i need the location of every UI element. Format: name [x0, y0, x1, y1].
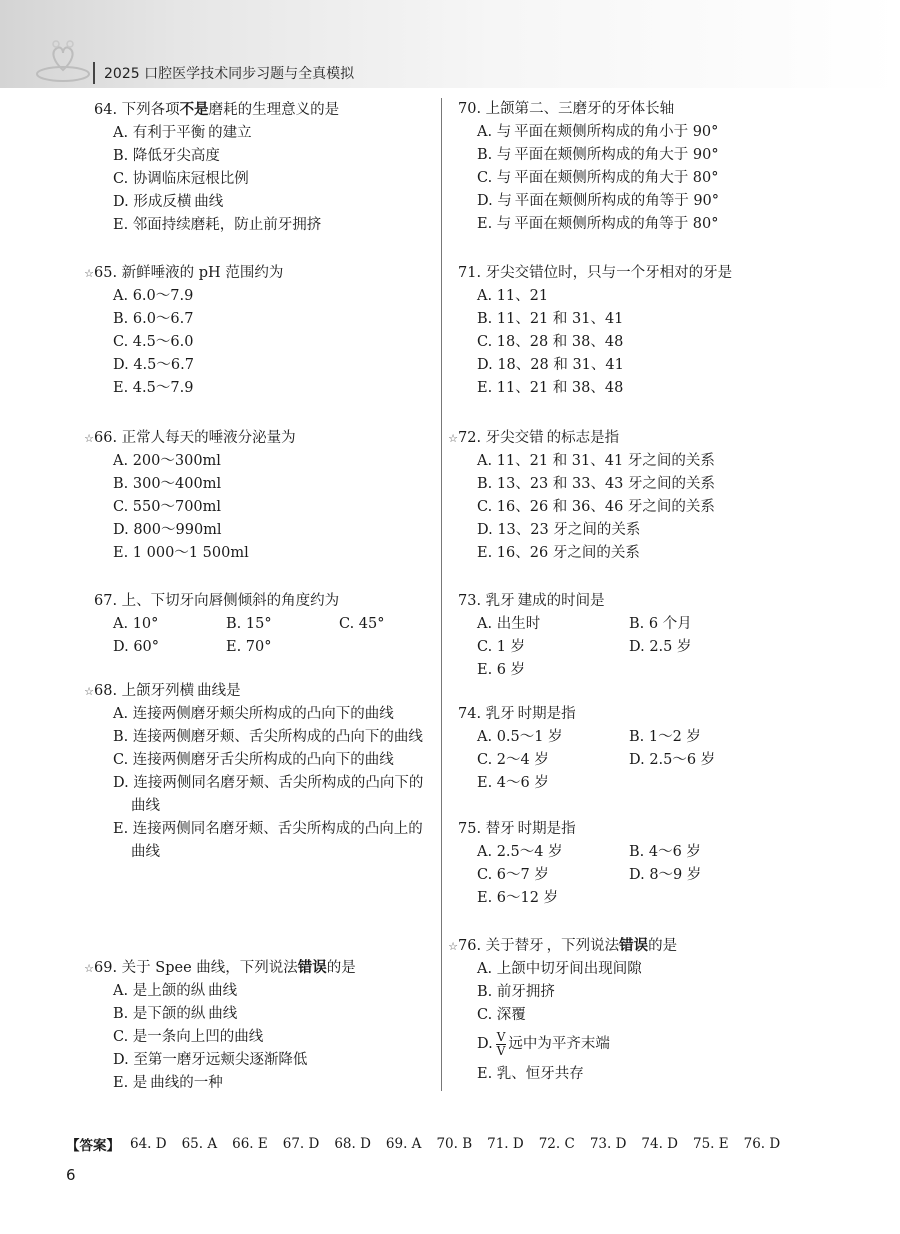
- option-a: A. 10°: [113, 616, 159, 632]
- option-a: A. 出生时: [477, 616, 541, 632]
- option-b: B. 300～400ml: [113, 476, 222, 492]
- option-d: D. 2.5～6 岁: [629, 752, 716, 768]
- option-e: E. 邻面持续磨耗，防止前牙拥挤: [113, 217, 322, 233]
- options-row: [477, 749, 715, 772]
- answer-item: 73. D: [589, 1136, 627, 1152]
- answer-item: 71. D: [487, 1136, 524, 1152]
- option-e: E. 1 000～1 500ml: [113, 545, 249, 561]
- star-icon: ☆: [84, 685, 94, 698]
- options-row: [477, 659, 692, 682]
- options-row: [477, 887, 701, 910]
- option-a: A. 200～300ml: [113, 453, 221, 469]
- question-76-title: ☆76. 关于替牙 ，下列说法错误的是: [458, 934, 677, 958]
- star-icon: ☆: [448, 432, 458, 445]
- answer-item: 69. A: [385, 1136, 422, 1152]
- options-row: [477, 772, 715, 795]
- question-75-title: 75. 替牙 时期是指: [458, 821, 576, 837]
- option-d: D. 4.5～6.7: [113, 357, 194, 373]
- question-70: [458, 98, 719, 236]
- answer-item: 70. B: [436, 1136, 473, 1152]
- question-75: [458, 818, 701, 910]
- option-d: D. 800～990ml: [113, 522, 222, 538]
- question-71: [458, 262, 732, 400]
- answer-item: 74. D: [641, 1136, 678, 1152]
- answer-item: 76. D: [743, 1136, 781, 1152]
- option-b: B. 11、21 和 31、41: [477, 311, 624, 327]
- fraction: $\frac{V}{V}$: [496, 1029, 506, 1058]
- options-row: [477, 841, 701, 864]
- question-70-title: 70. 上颌第二、三磨牙的牙体长轴: [458, 101, 675, 117]
- option-e: E. 11、21 和 38、48: [477, 380, 624, 396]
- option-e: E. 16、26 牙之间的关系: [477, 545, 640, 561]
- option-c: C. 连接两侧磨牙舌尖所构成的凸向下的曲线: [113, 752, 394, 768]
- option-a: A. 有利于平衡 的建立: [113, 125, 252, 141]
- answer-item: 75. E: [693, 1136, 729, 1152]
- star-icon: ☆: [448, 940, 458, 953]
- option-e: E. 与 平面在颊侧所构成的角等于 80°: [477, 216, 719, 232]
- option-a: A. 6.0～7.9: [113, 288, 194, 304]
- emphasis-text: 不是: [179, 101, 209, 118]
- question-68-title: ☆68. 上颌牙列横 曲线是: [94, 680, 432, 703]
- question-69-title: ☆69. 关于 Spee 曲线，下列说法错误的是: [94, 956, 356, 980]
- options-row: [113, 636, 385, 659]
- option-a: A. 与 平面在颊侧所构成的角小于 90°: [477, 124, 719, 140]
- question-76: [448, 934, 678, 1086]
- option-d: D. 连接两侧同名磨牙颊、舌尖所构成的凸向下的曲线: [113, 775, 424, 814]
- emphasis-text: 错误: [297, 959, 327, 976]
- option-e: E. 6～12 岁: [477, 890, 559, 906]
- option-d: D. 至第一磨牙远颊尖逐渐降低: [113, 1052, 308, 1068]
- options-row: [477, 636, 692, 659]
- options-row: [113, 613, 385, 636]
- answer-item: 67. D: [282, 1136, 320, 1152]
- option-a: A. 11、21: [477, 288, 549, 304]
- option-b: B. 1～2 岁: [629, 729, 701, 745]
- answer-label: 【答案】: [66, 1138, 120, 1154]
- question-66: [84, 427, 296, 565]
- question-73-title: 73. 乳牙 建成的时间是: [458, 593, 605, 609]
- option-a: A. 是上颌的纵 曲线: [113, 983, 238, 999]
- option-c: C. 18、28 和 38、48: [477, 334, 624, 350]
- answer-item: 65. A: [181, 1136, 218, 1152]
- answer-item: 64. D: [130, 1136, 167, 1152]
- option-e: E. 乳、恒牙共存: [477, 1066, 584, 1082]
- options-row: [477, 864, 701, 887]
- option-d: D. 形成反横 曲线: [113, 194, 224, 210]
- option-c: C. 1 岁: [477, 639, 526, 655]
- question-72-title: ☆72. 牙尖交错 的标志是指: [458, 427, 715, 450]
- option-c: C. 550～700ml: [113, 499, 222, 515]
- option-b: B. 6.0～6.7: [113, 311, 194, 327]
- question-73: [458, 590, 692, 682]
- option-d: D. 2.5 岁: [629, 639, 692, 655]
- option-d: D. 18、28 和 31、41: [477, 357, 624, 373]
- option-a: A. 2.5～4 岁: [477, 844, 563, 860]
- option-c: C. 45°: [339, 616, 385, 632]
- option-c: C. 与 平面在颊侧所构成的角大于 80°: [477, 170, 719, 186]
- question-65-title: ☆65. 新鲜唾液的 pH 范围约为: [94, 262, 283, 285]
- option-c: C. 4.5～6.0: [113, 334, 194, 350]
- option-b: B. 前牙拥挤: [477, 984, 555, 1000]
- option-d: D. 60°: [113, 639, 160, 655]
- question-65: [84, 262, 284, 400]
- question-71-title: 71. 牙尖交错位时，只与一个牙相对的牙是: [458, 265, 733, 281]
- option-b: B. 6 个月: [629, 616, 692, 632]
- page-number: 6: [66, 1166, 76, 1184]
- option-c: C. 协调临床冠根比例: [113, 171, 249, 187]
- question-74-title: 74. 乳牙 时期是指: [458, 706, 576, 722]
- option-d: D. 13、23 牙之间的关系: [477, 522, 641, 538]
- option-b: B. 4～6 岁: [629, 844, 701, 860]
- question-66-title: ☆66. 正常人每天的唾液分泌量为: [94, 427, 296, 450]
- question-69: [84, 956, 356, 1095]
- option-b: B. 降低牙尖高度: [113, 148, 220, 164]
- emphasis-text: 错误: [619, 937, 649, 954]
- option-b: B. 连接两侧磨牙颊、舌尖所构成的凸向下的曲线: [113, 729, 423, 745]
- option-e: E. 连接两侧同名磨牙颊、舌尖所构成的凸向上的曲线: [113, 821, 423, 860]
- option-a: A. 连接两侧磨牙颊尖所构成的凸向下的曲线: [113, 706, 394, 722]
- options-row: [477, 613, 692, 636]
- question-68: [84, 680, 432, 864]
- star-icon: ☆: [84, 962, 94, 975]
- question-67-title: 67. 上、下切牙向唇侧倾斜的角度约为: [94, 593, 340, 609]
- option-d: D. 与 平面在颊侧所构成的角等于 90°: [477, 193, 720, 209]
- options-row: [477, 726, 715, 749]
- column-divider: [441, 98, 442, 1091]
- option-a: A. 0.5～1 岁: [477, 729, 563, 745]
- option-a: A. 上颌中切牙间出现间隙: [477, 961, 642, 977]
- question-64: [94, 98, 339, 237]
- option-b: B. 13、23 和 33、43 牙之间的关系: [477, 476, 716, 492]
- option-c: C. 是一条向上凹的曲线: [113, 1029, 264, 1045]
- option-d: D. 8～9 岁: [629, 867, 702, 883]
- question-72: [448, 427, 716, 565]
- option-d: D. $\frac{V}{V}$ 远中为平齐末端: [477, 1029, 610, 1058]
- option-c: C. 16、26 和 36、46 牙之间的关系: [477, 499, 715, 515]
- question-74: [458, 703, 715, 795]
- option-e: E. 6 岁: [477, 662, 526, 678]
- option-e: E. 4～6 岁: [477, 775, 549, 791]
- option-e: E. 是 曲线的一种: [113, 1075, 223, 1091]
- option-b: B. 15°: [226, 616, 272, 632]
- book-logo-icon: [34, 40, 92, 84]
- book-title: 2025 口腔医学技术同步习题与全真模拟: [104, 66, 355, 82]
- star-icon: ☆: [84, 432, 94, 445]
- option-c: C. 6～7 岁: [477, 867, 549, 883]
- header-divider: [93, 62, 95, 84]
- option-e: E. 4.5～7.9: [113, 380, 194, 396]
- option-c: C. 2～4 岁: [477, 752, 549, 768]
- question-67: [94, 590, 385, 659]
- option-b: B. 是下颌的纵 曲线: [113, 1006, 238, 1022]
- star-icon: ☆: [84, 267, 94, 280]
- option-c: C. 深覆: [477, 1007, 529, 1023]
- answer-key: [66, 1133, 795, 1155]
- question-64-title: 64. 下列各项不是磨耗的生理意义的是: [94, 101, 340, 118]
- option-a: A. 11、21 和 31、41 牙之间的关系: [477, 453, 715, 469]
- option-e: E. 70°: [226, 639, 272, 655]
- option-b: B. 与 平面在颊侧所构成的角大于 90°: [477, 147, 719, 163]
- answer-item: 68. D: [334, 1136, 371, 1152]
- answer-item: 72. C: [538, 1136, 575, 1152]
- answer-item: 66. E: [232, 1136, 268, 1152]
